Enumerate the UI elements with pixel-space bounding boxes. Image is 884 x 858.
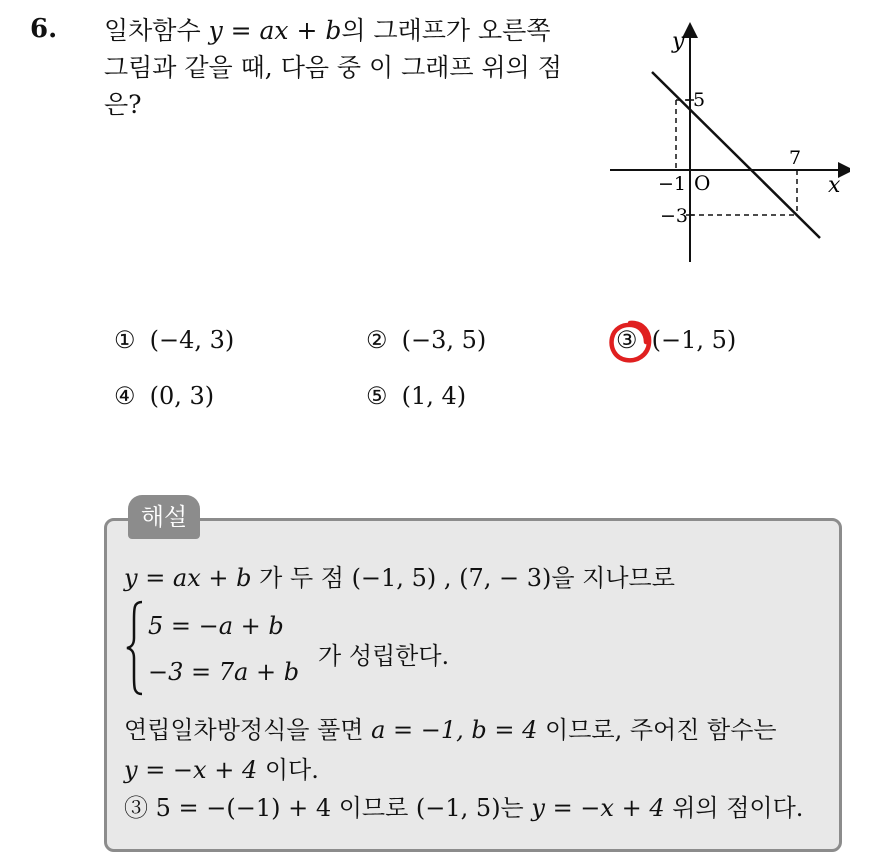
label-5: 5 [693, 89, 706, 111]
system-equation-2 [148, 658, 299, 686]
choice-3-number: ③ [616, 326, 638, 354]
solution-line-3-math: a = −1, b = 4 [371, 716, 538, 744]
solution-line-3 [124, 710, 777, 745]
solution-tab: 해설 [128, 495, 200, 539]
solution-line-1-equation: y = ax + b [124, 564, 252, 592]
system-equation-2-text: −3 = 7a + b [148, 658, 300, 686]
choice-5-number: ⑤ [366, 382, 388, 410]
choice-3-text: (−1, 5) [651, 326, 737, 354]
solution-line-1 [124, 558, 675, 593]
solution-line-5-b: 위의 점이다. [664, 794, 804, 822]
solution-line-3-a: 연립일차방정식을 풀면 [124, 716, 372, 744]
solution-line-4-b: 이다. [257, 756, 319, 784]
system-equation-1 [148, 612, 284, 640]
choice-4-number: ④ [114, 382, 136, 410]
origin-label: O [694, 171, 711, 195]
choice-2[interactable] [366, 326, 486, 354]
question-line1-b: 의 그래프가 오른쪽 [341, 16, 551, 45]
choice-4-text: (0, 3) [149, 382, 215, 410]
question-number: 6. [30, 14, 58, 44]
choice-1[interactable] [114, 326, 234, 354]
choice-2-number: ② [366, 326, 388, 354]
solution-line-4-math: y = −x + 4 [124, 756, 258, 784]
choice-1-text: (−4, 3) [149, 326, 235, 354]
choice-4[interactable] [114, 382, 214, 410]
question-line2: 그림과 같을 때, 다음 중 이 그래프 위의 점 [104, 53, 562, 82]
label-neg3: −3 [660, 205, 689, 227]
answer-circle-mark [606, 318, 654, 366]
function-graph [600, 20, 850, 270]
choice-5-text: (1, 4) [401, 382, 467, 410]
solution-line-4 [124, 750, 319, 785]
y-axis-label: y [672, 29, 685, 54]
solution-line-3-b: 이므로, 주어진 함수는 [537, 716, 777, 744]
choice-2-text: (−3, 5) [401, 326, 487, 354]
x-axis-label: x [828, 173, 841, 198]
question-line3: 은? [104, 90, 142, 119]
question-equation: y = ax + b [208, 16, 342, 45]
system-equation-1-text: 5 = −a + b [148, 612, 284, 640]
solution-line-5-a: ③ 5 = −(−1) + 4 이므로 (−1, 5)는 [124, 794, 532, 822]
label-neg1: −1 [658, 173, 687, 195]
solution-line-5-math: y = −x + 4 [531, 794, 665, 822]
question-text [104, 12, 584, 123]
system-brace [124, 600, 146, 696]
choice-1-number: ① [114, 326, 136, 354]
solution-line-1-text: 가 두 점 (−1, 5) , (7, − 3)을 지나므로 [251, 564, 675, 592]
question-line1-a: 일차함수 [104, 16, 209, 45]
solution-line-5 [124, 788, 803, 823]
system-suffix: 가 성립한다. [318, 642, 450, 670]
label-7: 7 [789, 147, 802, 169]
choice-5[interactable] [366, 382, 466, 410]
